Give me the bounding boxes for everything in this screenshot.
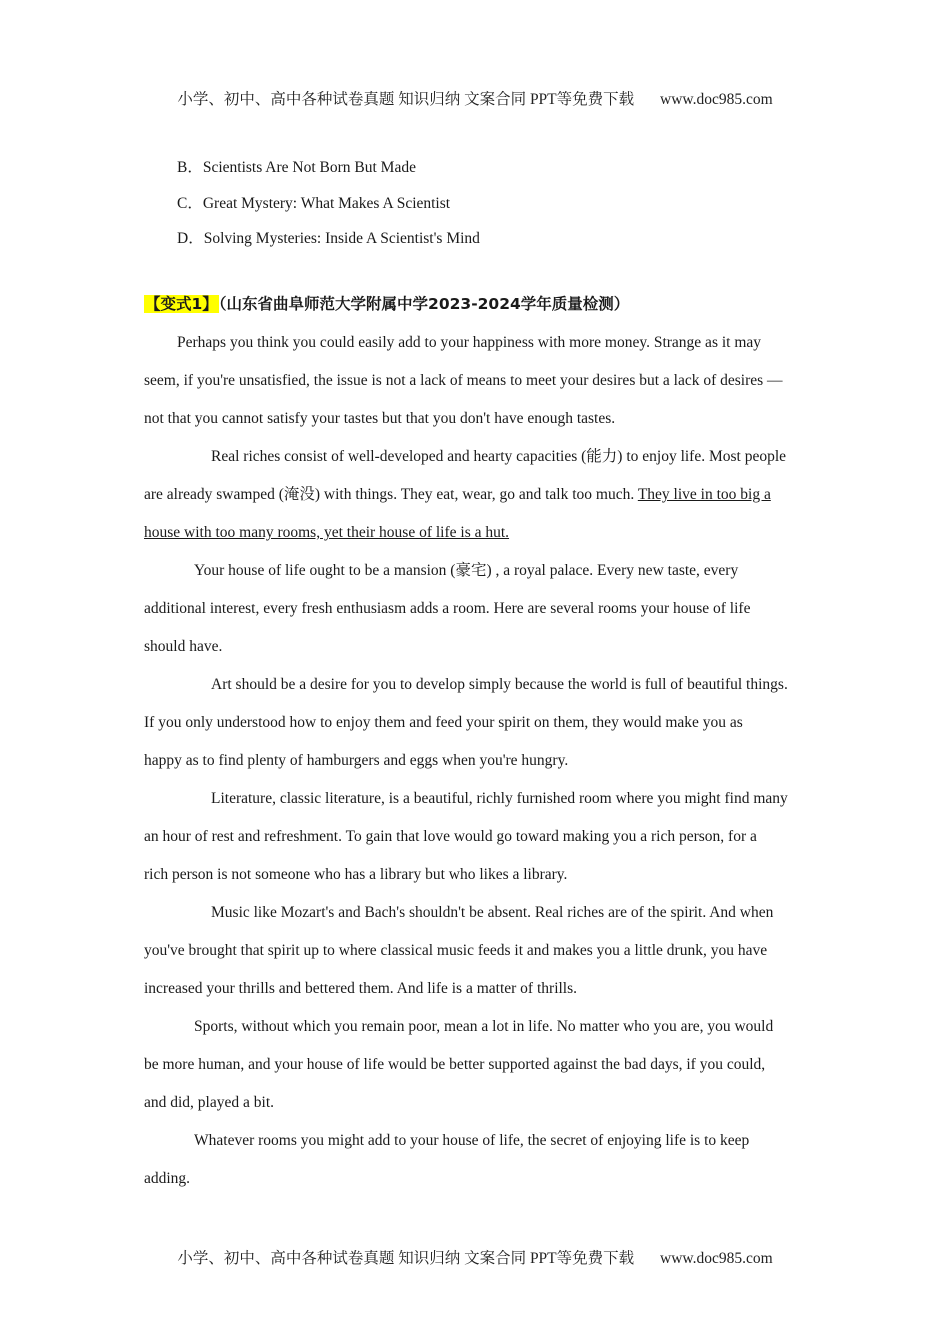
passage-line: Art should be a desire for you to develop simply because the world is full of beautiful things. xyxy=(211,676,788,693)
passage-line: rich person is not someone who has a library but who likes a library. xyxy=(144,866,568,883)
passage-line xyxy=(144,476,836,514)
passage-line: Your house of life ought to be a mansion (豪宅) , a royal palace. Every new taste, every xyxy=(194,562,739,579)
passage-line: happy as to find plenty of hamburgers and eggs when you're hungry. xyxy=(144,752,569,769)
passage-line: not that you cannot satisfy your tastes but that you don't have enough tastes. xyxy=(144,410,616,427)
underlined-sentence: house with too many rooms, yet their house of life is a hut. xyxy=(144,524,510,541)
paragraph-3 xyxy=(144,552,836,666)
answer-options xyxy=(177,150,480,257)
passage-line: should have. xyxy=(144,638,223,655)
underlined-sentence: They live in too big a xyxy=(637,486,771,503)
passage-line: Music like Mozart's and Bach's shouldn't be absent. Real riches are of the spirit. And when xyxy=(211,904,774,921)
page-footer xyxy=(0,1246,950,1268)
passage-line: additional interest, every fresh enthusiasm adds a room. Here are several rooms your house of life xyxy=(144,600,751,617)
passage-line: seem, if you're unsatisfied, the issue is not a lack of means to meet your desires but a lack of desires — xyxy=(144,372,783,389)
header-text: 小学、初中、高中各种试卷真题 知识归纳 文案合同 PPT等免费下载 xyxy=(177,91,635,108)
option-d: D．Solving Mysteries: Inside A Scientist's Mind xyxy=(177,230,480,247)
reading-passage xyxy=(144,324,836,1198)
passage-line: you've brought that spirit up to where classical music feeds it and makes you a little drunk, you have xyxy=(144,942,768,959)
paragraph-4 xyxy=(144,666,836,780)
footer-url[interactable]: www.doc985.com xyxy=(660,1250,773,1267)
passage-line: an hour of rest and refreshment. To gain that love would go toward making you a rich person, for a xyxy=(144,828,757,845)
option-b: B．Scientists Are Not Born But Made xyxy=(177,159,416,176)
passage-line: and did, played a bit. xyxy=(144,1094,274,1111)
page-header xyxy=(0,87,950,109)
passage-line: adding. xyxy=(144,1170,191,1187)
header-url[interactable]: www.doc985.com xyxy=(660,91,773,108)
variant-heading xyxy=(144,292,629,314)
paragraph-8 xyxy=(144,1122,836,1198)
passage-line: Whatever rooms you might add to your house of life, the secret of enjoying life is to keep xyxy=(194,1132,750,1149)
paragraph-6 xyxy=(144,894,836,1008)
paragraph-7 xyxy=(144,1008,836,1122)
paragraph-5 xyxy=(144,780,836,894)
passage-line: Real riches consist of well-developed and hearty capacities (能力) to enjoy life. Most people xyxy=(211,448,787,465)
passage-line: If you only understood how to enjoy them and feed your spirit on them, they would make you as xyxy=(144,714,743,731)
footer-text: 小学、初中、高中各种试卷真题 知识归纳 文案合同 PPT等免费下载 xyxy=(177,1250,635,1267)
paragraph-1 xyxy=(144,324,836,438)
variant-source: （山东省曲阜师范大学附属中学2023-2024学年质量检测） xyxy=(218,295,630,313)
variant-tag: 【变式1】 xyxy=(145,295,218,313)
passage-line: Sports, without which you remain poor, mean a lot in life. No matter who you are, you would xyxy=(194,1018,774,1035)
passage-line: increased your thrills and bettered them. And life is a matter of thrills. xyxy=(144,980,578,997)
passage-text: are already swamped (淹没) with things. They eat, wear, go and talk too much. xyxy=(144,486,638,503)
option-c: C．Great Mystery: What Makes A Scientist xyxy=(177,194,451,212)
paragraph-2 xyxy=(144,438,836,552)
passage-line: be more human, and your house of life would be better supported against the bad days, if you could, xyxy=(144,1056,766,1073)
passage-line: Literature, classic literature, is a beautiful, richly furnished room where you might find many xyxy=(211,790,788,807)
passage-line: Perhaps you think you could easily add to your happiness with more money. Strange as it may xyxy=(177,334,762,351)
